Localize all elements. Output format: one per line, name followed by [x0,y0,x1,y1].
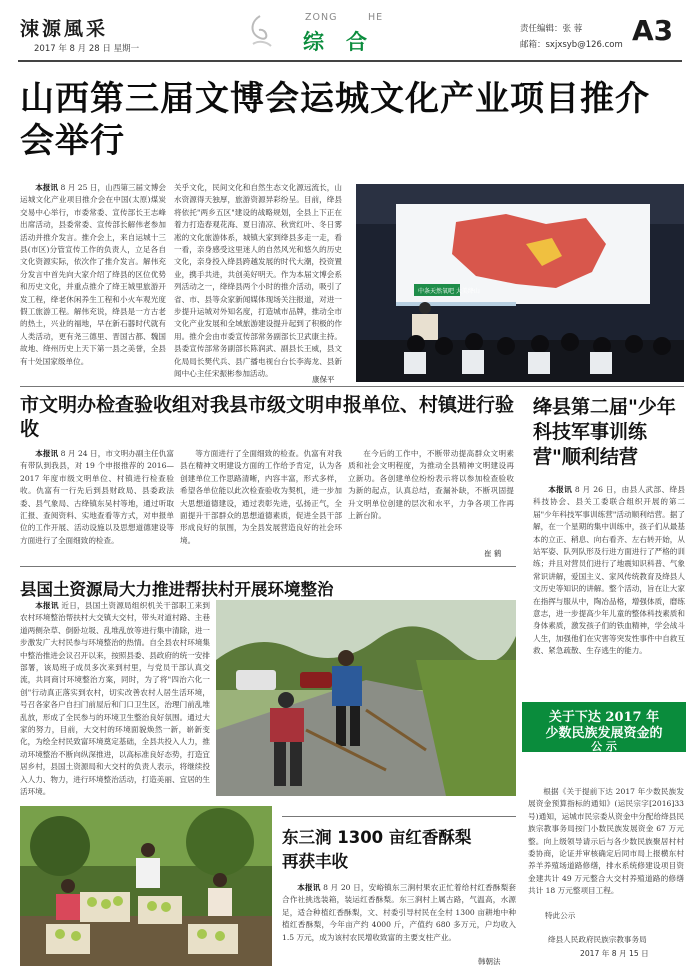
page-number: A3 [632,14,674,47]
notice-body [528,786,684,896]
notice-organization: 绛县人民政府民族宗教事务局 [548,935,647,944]
article2-column-1 [20,448,174,558]
section-divider [282,816,516,817]
notice-title-line-1: 关于下达 2017 年 [548,710,660,725]
decorative-swirl-icon [245,14,275,48]
notice-date: 2017 年 8 月 15 日 [580,949,649,958]
article1-text-1: 8 月 25 日，山西第三届文博会运城文化产业项目推介会在中国(太原)煤炭交易中心举行，市委常委、宣传部长王志峰出席活动，县委常委、宣传部长解伟老参加活动并推介发言。推介会上，来自运城十三县(市区)分管宣传工作的负责人，立足各自文化资源实际，依次作了推介发言。解伟充分发言中首先向大家介绍了绛县的区位优势和历史文化，并重点推介了绛王城里旅游开发工程，绛老休闲养生工程和小火车观光度假工旅游工程。解伟充说，绛县是一方古老的热土，兴业的福地，早在新石器时代就有人类活动，更有尧三德里、晋国古都、魏国故地、绛州历史上天下第一县之美誉，全县有十处国家级单位。 [20,183,166,366]
article2-headline: 市文明办检查验收组对我县市级文明申报单位、村镇进行验收 [20,394,515,440]
notice-title-line-2: 少数民族发展资金的 [545,726,663,741]
pear-harvest-photo [20,806,272,966]
article3-column [20,600,210,800]
article3-text: 近日，县国土资源局组织机关干部职工来到农村环境整治帮扶村大交镇大交村，带头对道村路、主巷道两侧杂草、倒卧垃圾、乱堆乱放等进行集中清除，进一步激发广大村民参与环境整治的热情。自全县农村环境集中整治推进会议召开以来，按照县委、县政府的统一安排部署，该局班子成员多次来到村里，与党员干部认真交流，共同商讨环境整治方案，同时，为了将"四治六化一创"行动真正落实到农村，切实改善农村人居生活环境，号召各家各户自扫门前屋后和门口卫生区，治理门前乱堆乱放，形成了全民参与的环境卫生整治良好氛围。通过大家的努力，目前，大交村的环境面貌焕然一新，崭新变化，为绘全村民致富环境奠定基础，全县共投入人力，推动环境整治不断向纵深推进，以高标准良好态势，打造宜居乡村，县国土资源局和大交村的负责人表示，将继续投入人力、物力，进行环境整治活动，打造美丽、宜居的生活环境。 [20,601,210,797]
article2-lead: 本报讯 [35,449,59,458]
editor-credit: 责任编辑：张 蓉 [520,24,583,34]
article2-text-2: 等方面进行了全面细致的检查。仇富有对我县在精神文明建设方面的工作给予肯定，认为各创建单位工作思路清晰，内容丰富，形式多样，希望各单位能以此次检查验收为契机，进一步加大思想道德建设，通过表彰先进，弘扬正气，全面提升干部群众的思想道德素质，促进全县干部形成良好的氛围，为全县发展营造良好的社会环境。 [180,449,342,545]
article3-headline: 县国土资源局大力推进帮扶村开展环境整治 [20,580,334,599]
header-rule [18,60,682,62]
article5-column [533,484,685,694]
article4-column [282,882,516,956]
article3-lead: 本报讯 [35,601,59,610]
section-pinyin-he: HE [368,12,384,23]
article2-credit: 崔 鹤 [484,549,502,558]
section-divider [20,566,516,567]
conference-photo [356,184,684,382]
notice-title-box [522,702,686,752]
section-pinyin-zong: ZONG [305,12,338,23]
banner-text: 中条天然氧吧 大美绛山 [418,288,480,295]
notice-text: 根据《关于提前下达 2017 年少数民族发展资金预算指标的通知》(运民宗字[2016]33 号)通知，运城市民宗委从资金中分配给绛县民族宗教事务局按门小数民族发展资金 67 万元整。向上级领导请示后与各少数民族聚居村村委协商，论证并审核确定后同市局上报横东村养羊养殖场道路修缮，排水系统修建设项目资金建共计 49 万元整合大交村养殖道路的修缮共计 18 万元整项目工程。 [528,787,684,896]
article1-credit: 康保平 [312,375,335,384]
article1-column-1 [20,182,166,382]
notice-title-line-3: 公 示 [591,740,617,753]
notice-closing: 特此公示 [545,911,576,920]
article2-text-1: 8 月 24 日，市文明办副主任仇富有带队到我县，对 19 个申报推荐的 2016—2017 年度市级文明单位、村镇进行检查验收。仇富有一行先后到县财政局、县委政法委、县气象局、古绛镇东吴村等地，通过听取汇报、查阅资料、实地查看等方式，对申报单位的工作开展、活动设施以及思想道德建设等方面进行了全面细致的检查。 [20,449,174,545]
article1-column-2 [174,182,342,382]
section-title: 综合 [303,29,389,54]
article1-headline: 山西第三届文博会运城文化产业项目推介会举行 [20,79,650,161]
article4-text: 8 月 20 日，安峪镇东三涧村果农正忙着给村红香酥梨套合作社挑选装箱，装运红香酥梨。东三涧村上属古路，气温高，水源足，适合种植红香酥梨，文、村委引导村民在全村 1300 亩耕地中种植红香酥梨，今年亩产约 4000 斤，产值约 680 多万元，户均收入 1.5 万元，成为该村农民增收致富的主要支柱产业。 [282,883,516,942]
cleanup-photo [216,600,516,796]
article2-column-3 [348,448,514,546]
article4-lead: 本报讯 [297,883,321,892]
article1-lead: 本报讯 [35,183,59,192]
article2-column-2 [180,448,342,558]
section-divider [20,386,684,387]
article2-text-3: 在今后的工作中，不断带动提高群众文明素质和社会文明程度，为推动全县精神文明建设再立新功。各创建单位纷纷表示将以参加检查验收为新的起点，认真总结，查漏补缺，不断巩固提升文明单位创建的层次和水平，力争各项工作再上新台阶。 [348,449,514,521]
newspaper-logo: 涑源風采 [20,18,109,40]
article1-text-2: 关乎文化，民间文化和自然生态文化源远流长，山水资源得天独厚，旅游资源异彩纷呈。目前，绛县将依托"两乡五区"建设的战略规划，全县上下正在着力打造春观花海、夏日清凉、秋赏红叶、冬日雾凇的文化旅游体系，城镇大家到绛县多走一走，看一看，亲身感受这里迷人的自然风光和悠久的历史文化，亲身投入绛县跨越发展的时代大潮，投资置业，携手共进，共创美好明天。作为本届文博会系列活动之一，绛绛县两个小时的推介活动，吸引了省、市、县等众家新闻媒体现场关注报道，对进一步提升运城对外知名度，打造城市品牌，推动全市文化产业发展和全域旅游建设提升起到了积极的作用。推介会由市委宣传部常务副部长卫武康主持。县委宣传部常务副部长陈润武、副县长王威，县文化局局长樊代兵、县广播电视台台长李海龙、县新闻中心主任宋振彬参加活动。 [174,183,342,379]
article5-headline: 绛县第二届"少年科技军事训练营"顺利结营 [533,396,676,468]
article5-text: 8 月 26 日，由县人武部、绛县科技协会、县关工委联合组织开展的第二届"少年科技军事训练营"活动顺利结营。据了解，在一个星期的集中训练中，孩子们从最基本的立正、稍息、向右看齐、左右转开始，从站军姿、队列队形及行进方面进行了严格的训练；并且对营员们进行了地震知识科普、气象常识讲解，爱国主义、家风传统教育及绛县人文历史等知识的讲解。整个活动，旨在让大家在指挥与服从中，陶冶品格，增强体质，磨练意志，进一步提高少年儿童的整体科技素质和身体素质，激发孩子们的铁血精神，学会战斗人生，加强他们在灾害等突发性事件中自救互救、紧急疏散、生存逃生的能力。 [533,485,685,656]
issue-date: 2017 年 8 月 28 日 星期一 [34,44,140,54]
article5-lead: 本报讯 [548,485,573,494]
article4-headline: 东三涧 1300 亩红香酥梨再获丰收 [282,828,472,871]
editor-email: 邮箱：sxjxsyb@126.com [520,40,623,50]
article4-credit: 韩朝法 [478,957,501,966]
